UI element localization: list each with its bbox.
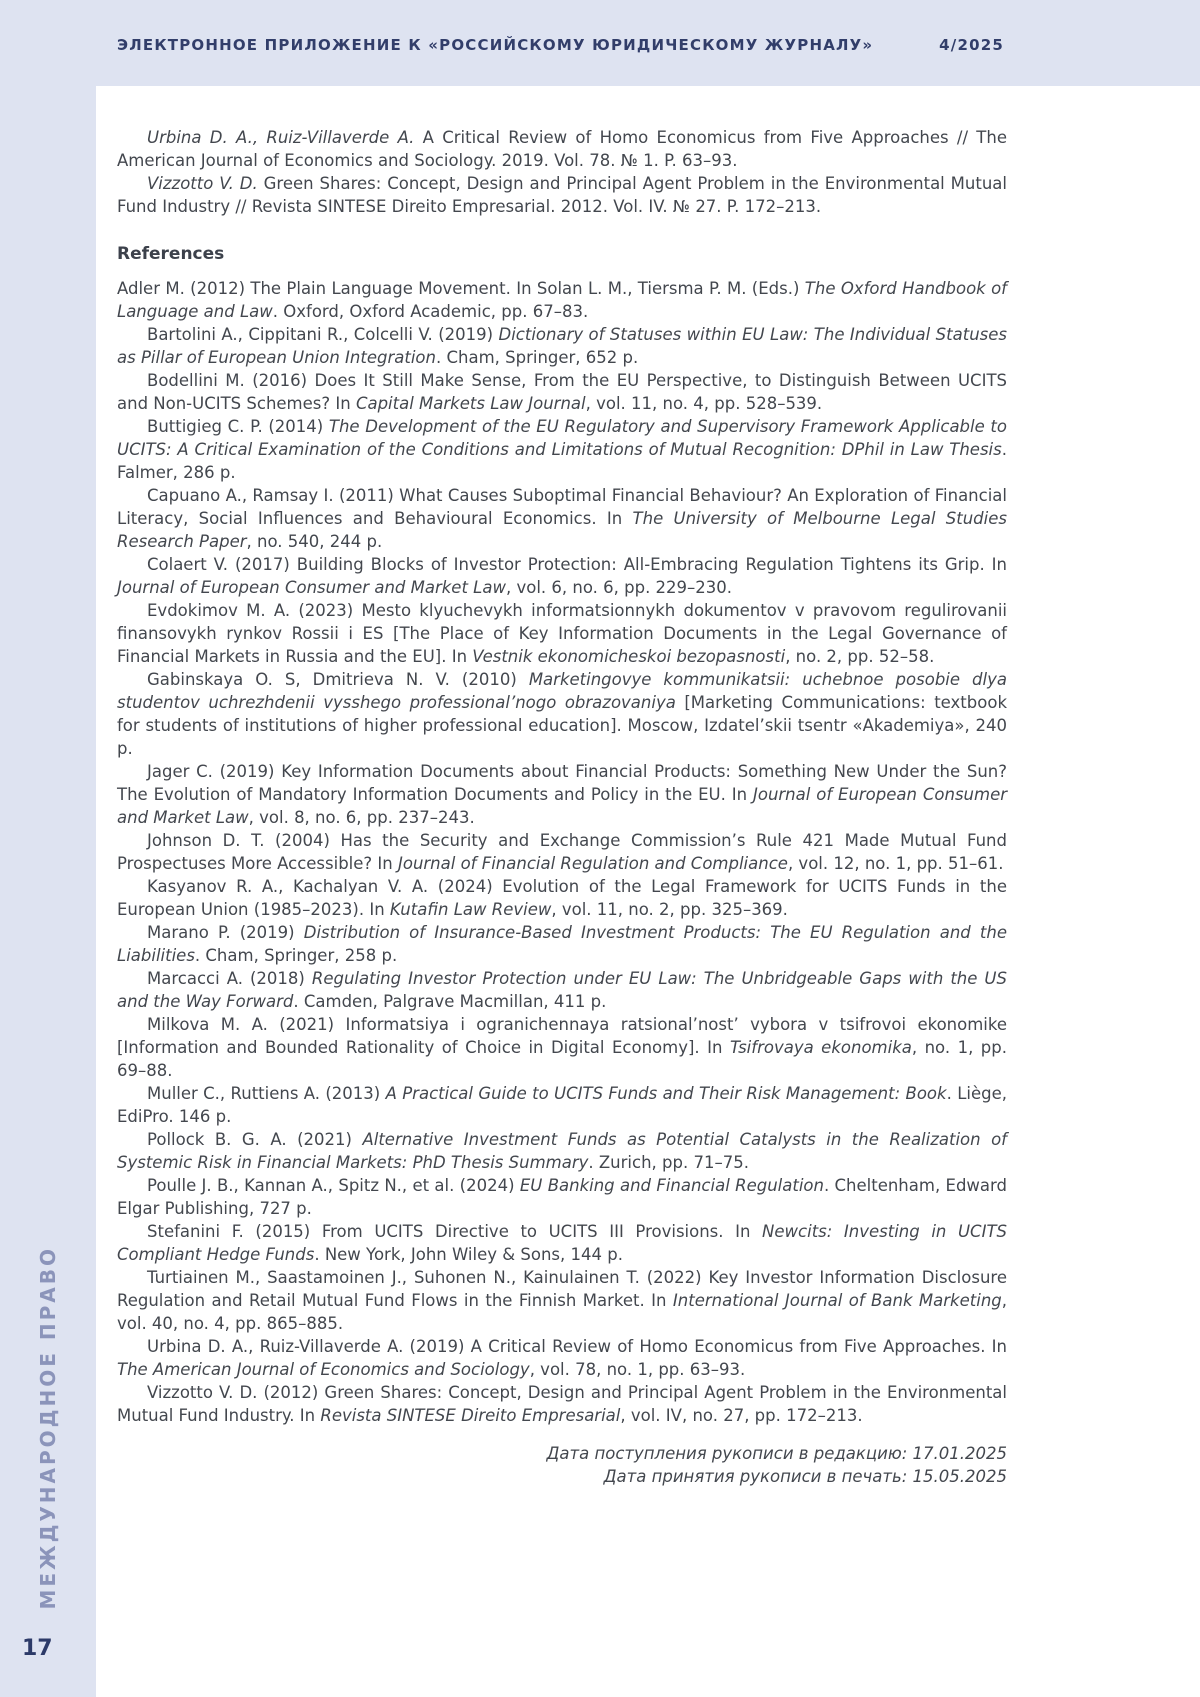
references-list [117, 277, 1007, 1427]
section-sidebar [0, 0, 96, 1697]
page-header [117, 36, 1004, 54]
journal-title: ЭЛЕКТРОННОЕ ПРИЛОЖЕНИЕ К «РОССИЙСКОМУ ЮРИДИЧЕСКОМУ ЖУРНАЛУ» [117, 36, 874, 54]
header-band [0, 0, 1200, 86]
issue-number: 4/2025 [939, 36, 1004, 54]
reference-entry: Urbina D. A., Ruiz-Villaverde A. (2019) A Critical Review of Homo Economicus from Five Approaches. In The American Journal of Economics and Sociology, vol. 78, no. 1, pp. 63–93. [117, 1337, 1007, 1379]
page-number: 17 [22, 1636, 53, 1661]
reference-entry: Stefanini F. (2015) From UCITS Directive to UCITS III Provisions. In Newcits: Investing in UCITS Compliant Hedge Funds. New York, John Wiley & Sons, 144 p. [117, 1222, 1007, 1264]
reference-entry: Poulle J. B., Kannan A., Spitz N., et al. (2024) EU Banking and Financial Regulation. Cheltenham, Edward Elgar Publishing, 727 p. [117, 1176, 1007, 1218]
references-heading: References [117, 244, 225, 264]
reference-entry: Turtiainen M., Saastamoinen J., Suhonen N., Kainulainen T. (2022) Key Investor Information Disclosure Regulation and Retail Mutual Fund Flows in the Finnish Market. In International Journal of Bank Marketing, vol. 40, no. 4, pp. 865–885. [117, 1268, 1008, 1333]
date-received: Дата поступления рукописи в редакцию: 17.01.2025 [546, 1444, 1007, 1463]
manuscript-dates [117, 1442, 1007, 1488]
reference-entry: Adler M. (2012) The Plain Language Movement. In Solan L. M., Tiersma P. M. (Eds.) The Oxford Handbook of Language and Law. Oxford, Oxford Academic, pp. 67–83. [117, 279, 1007, 321]
reference-entry: Marano P. (2019) Distribution of Insurance-Based Investment Products: The EU Regulation and the Liabilities. Cham, Springer, 258 p. [117, 923, 1007, 965]
reference-entry: Colaert V. (2017) Building Blocks of Investor Protection: All-Embracing Regulation Tightens its Grip. In Journal of European Consumer and Market Law, vol. 6, no. 6, pp. 229–230. [117, 555, 1007, 597]
section-label: МЕЖДУНАРОДНОЕ ПРАВО [36, 1245, 60, 1609]
bibliography-entry: Vizzotto V. D. Green Shares: Concept, Design and Principal Agent Problem in the Environmental Mutual Fund Industry // Revista SINTESE Direito Empresarial. 2012. Vol. IV. № 27. P. 172–213. [117, 174, 1007, 216]
reference-entry: Marcacci A. (2018) Regulating Investor Protection under EU Law: The Unbridgeable Gaps with the US and the Way Forward. Camden, Palgrave Macmillan, 411 p. [117, 969, 1007, 1011]
reference-entry: Gabinskaya O. S, Dmitrieva N. V. (2010) Marketingovye kommunikatsii: uchebnoe posobie dlya studentov uchrezhdenii vysshego professional’nogo obrazovaniya [Marketing Communications: textbook for students of institutions of higher professional education]. Moscow, Izdatel’skii tsentr «Akademiya», 240 p. [117, 670, 1007, 758]
article-content [117, 86, 1007, 1488]
bibliography-entry: Urbina D. A., Ruiz-Villaverde A. A Critical Review of Homo Economicus from Five Approaches // The American Journal of Economics and Sociology. 2019. Vol. 78. № 1. P. 63–93. [117, 128, 1007, 170]
reference-entry: Bartolini A., Cippitani R., Colcelli V. (2019) Dictionary of Statuses within EU Law: The Individual Statuses as Pillar of European Union Integration. Cham, Springer, 652 p. [117, 325, 1008, 367]
reference-entry: Pollock B. G. A. (2021) Alternative Investment Funds as Potential Catalysts in the Realization of Systemic Risk in Financial Markets: PhD Thesis Summary. Zurich, pp. 71–75. [117, 1130, 1007, 1172]
reference-entry: Evdokimov M. A. (2023) Mesto klyuchevykh informatsionnykh dokumentov v pravovom regulirovanii finansovykh rynkov Rossii i ES [The Place of Key Information Documents in the Legal Governance of Financial Markets in Russia and the EU]. In Vestnik ekonomicheskoi bezopasnosti, no. 2, pp. 52–58. [117, 601, 1007, 666]
reference-entry: Johnson D. T. (2004) Has the Security and Exchange Commission’s Rule 421 Made Mutual Fund Prospectuses More Accessible? In Journal of Financial Regulation and Compliance, vol. 12, no. 1, pp. 51–61. [117, 831, 1007, 873]
reference-entry: Buttigieg C. P. (2014) The Development of the EU Regulatory and Supervisory Framework Applicable to UCITS: A Critical Examination of the Conditions and Limitations of Mutual Recognition: DPhil in Law Thesis. Falmer, 286 p. [117, 417, 1007, 482]
bibliography-tail [117, 126, 1007, 218]
reference-entry: Muller C., Ruttiens A. (2013) A Practical Guide to UCITS Funds and Their Risk Management: Book. Liège, EdiPro. 146 p. [117, 1084, 1007, 1126]
reference-entry: Jager C. (2019) Key Information Documents about Financial Products: Something New Under the Sun? The Evolution of Mandatory Information Documents and Policy in the EU. In Journal of European Consumer and Market Law, vol. 8, no. 6, pp. 237–243. [117, 762, 1007, 827]
reference-entry: Bodellini M. (2016) Does It Still Make Sense, From the EU Perspective, to Distinguish Between UCITS and Non-UCITS Schemes? In Capital Markets Law Journal, vol. 11, no. 4, pp. 528–539. [117, 371, 1007, 413]
reference-entry: Capuano A., Ramsay I. (2011) What Causes Suboptimal Financial Behaviour? An Exploration of Financial Literacy, Social Influences and Behavioural Economics. In The University of Melbourne Legal Studies Research Paper, no. 540, 244 p. [117, 486, 1007, 551]
reference-entry: Milkova M. A. (2021) Informatsiya i ogranichennaya ratsional’nost’ vybora v tsifrovoi ekonomike [Information and Bounded Rationality of Choice in Digital Economy]. In Tsifrovaya ekonomika, no. 1, pp. 69–88. [117, 1015, 1008, 1080]
reference-entry: Vizzotto V. D. (2012) Green Shares: Concept, Design and Principal Agent Problem in the Environmental Mutual Fund Industry. In Revista SINTESE Direito Empresarial, vol. IV, no. 27, pp. 172–213. [117, 1383, 1007, 1425]
date-accepted: Дата принятия рукописи в печать: 15.05.2025 [603, 1467, 1007, 1486]
reference-entry: Kasyanov R. A., Kachalyan V. A. (2024) Evolution of the Legal Framework for UCITS Funds in the European Union (1985–2023). In Kutafin Law Review, vol. 11, no. 2, pp. 325–369. [117, 877, 1007, 919]
